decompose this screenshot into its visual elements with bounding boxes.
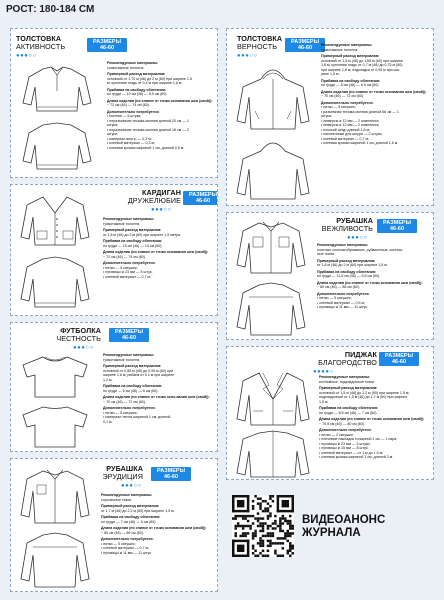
section-line: ширине 1,8 м; рибана от 0,1 м при ширине — [103, 373, 175, 377]
section-line: по груди — 15 см (46) — 13 см (60). — [103, 243, 163, 248]
hooded-jacket-back-sketch — [233, 137, 313, 203]
shirt-front-sketch — [233, 219, 309, 275]
difficulty-dots: ●●●○○ — [151, 207, 172, 213]
section-heading: Дополнительно потребуется: — [101, 537, 154, 541]
section-heading: Прибавка на свободу облегания: — [103, 239, 163, 243]
title-main: ПИДЖАК — [344, 350, 377, 359]
section-line: • люверсы ø 12 мм — 2 комплекта; — [321, 123, 380, 127]
shirt-back-sketch — [233, 281, 309, 337]
section-line: • разъемная тесьма-молния длиной 66 см — 1 — [321, 109, 399, 114]
card-title — [237, 35, 282, 51]
section-heading: Примерный расход материалов: — [103, 228, 162, 232]
section-line: от 1,6 м (46) до 2 м (60) при ширине 1,5 м. — [317, 263, 388, 267]
section-line: по груди — 6 см (46) — 5 см (60). — [103, 388, 159, 393]
section-line: штука; — [107, 123, 119, 127]
shirt-back-sketch — [17, 531, 93, 589]
title-sub: ДРУЖЕЛЮБИЕ — [127, 196, 181, 206]
title-main: ТОЛСТОВКА — [237, 34, 283, 43]
section-line: плотные хлопчатобумажные, рубашечные, костюм- — [317, 247, 404, 252]
section-heading: Длина изделия (по спинке от точки основания шеи (свой)): — [101, 526, 207, 530]
section-line: по груди — 7 см (46) — 5 см (60). — [101, 519, 157, 524]
section-line: • пуговицы ø 23 мм — 5 штук; — [103, 270, 153, 274]
section-line: ~ 70 см (46) — 72 см (60). — [103, 399, 146, 404]
card-title — [16, 35, 65, 51]
difficulty-dots: ●●●○○ — [347, 235, 368, 241]
card-description — [103, 215, 215, 279]
card-title — [41, 327, 101, 343]
card-jacket-nobility — [226, 346, 434, 480]
section-line: • нитки — 5 катушек; — [317, 296, 352, 300]
section-heading: Примерный расход материалов: — [107, 72, 166, 76]
section-heading: Прибавка на свободу облегания: — [101, 515, 161, 519]
section-line: • нитки — 5 катушек; — [101, 541, 136, 546]
section-line: при ширине 1,8 м; подкладка от 0,55 м при ши- — [321, 67, 400, 72]
video-line-1: ВИДЕОАНОНС — [302, 514, 386, 526]
qr-code-icon[interactable] — [232, 495, 294, 557]
section-line: по груди — 8 см (46) — 6,5 см (60). — [321, 83, 380, 87]
section-heading: Длина изделия (по спинке от точки основания шеи (свой)): — [103, 250, 209, 254]
section-line: • нитки — 5 катушек; — [103, 410, 138, 415]
section-line: • пуговицы ø 15 мм — 8 штук; — [319, 446, 369, 450]
section-line: ные ткани. — [317, 252, 335, 256]
section-line: • нитки — 5 катушек; — [321, 105, 356, 109]
section-line: подкладочный от 1,5 м (46) до 1,7 м (60) при ширине — [319, 395, 408, 399]
section-heading: Прибавка на свободу облегания: — [317, 269, 377, 274]
section-line: 1,8 м; купонная гладь от 0,7 м (46) до 0,75 м (60) — [321, 63, 403, 67]
section-line: по груди — 8,5 см (46) — 7 см (60). — [319, 410, 378, 415]
section-heading: Прибавка на свободу облегания: — [107, 87, 167, 92]
title-sub: ЧЕСТНОСТЬ — [56, 334, 101, 344]
section-line: по груди — 11,5 см (46) — 9,5 см (60). — [317, 274, 381, 278]
section-heading: Прибавка на свободу облегания: — [321, 78, 381, 83]
section-line: основной от 1,5 м (46) до 2,2 м (60) при ширине 1,5 м; — [319, 390, 410, 395]
section-heading: Рекомендуемые материалы: — [103, 353, 155, 357]
section-line: трикотажные полотна. — [107, 65, 145, 70]
section-line: • пуговицы ø 11 мм — 11 штук. — [101, 550, 152, 555]
section-line: • плоский шнур длиной 1,6 м; — [321, 127, 370, 132]
section-line: • клеевой материал — 0,3 м; — [107, 141, 155, 145]
section-line: ~ 80 см (46) — 88 см (60). — [317, 285, 360, 289]
hoodie-back-sketch — [19, 121, 95, 173]
shirt-front-sketch — [17, 467, 93, 525]
section-heading: Рекомендуемые материалы: — [107, 61, 159, 65]
card-description — [321, 41, 431, 146]
section-heading: Рекомендуемые материалы: — [319, 375, 371, 379]
hoodie-front-sketch — [19, 65, 95, 115]
section-heading: Прибавка на свободу облегания: — [103, 384, 163, 388]
card-description — [319, 373, 431, 460]
section-line: ~ 80 см (46) — 86 см (60). — [101, 530, 144, 535]
section-line: • неразъемная тесьма-молния длиной 16 см — 2 — [107, 127, 189, 132]
card-description — [103, 351, 215, 424]
card-description — [101, 491, 215, 555]
section-line: ~ 72 см (46) — 74 см (60). — [107, 103, 150, 107]
section-line: • клеевой материал — 0,7 м. — [103, 274, 151, 279]
sizes-badge: РАЗМЕРЫ 46-60 — [109, 328, 149, 342]
section-heading: Длина изделия (по спинке от точки основания шеи (свой)): — [319, 417, 425, 421]
section-heading: Длина изделия (по спинке от точки основания шеи (свой)): — [317, 280, 423, 285]
card-hoodie-activity — [10, 28, 218, 178]
section-line: 1,5 м. — [319, 399, 329, 404]
card-tshirt-honesty — [10, 322, 218, 452]
title-main: ТОЛСТОВКА — [16, 34, 62, 43]
section-line: • плечевые накладки толщиной 1 см — 1 пара; — [319, 437, 398, 441]
difficulty-dots: ●●●○○ — [73, 345, 94, 351]
section-line: ~ 70 см (46) — 72 см (60). — [321, 94, 364, 98]
section-line: • нитки — 5 катушек; — [103, 265, 138, 270]
section-line: • материал внутр. — 0,3 м; — [107, 136, 152, 141]
title-sub: ВЕЖЛИВОСТЬ — [321, 224, 373, 234]
cardigan-back-sketch — [17, 255, 93, 311]
page-header: РОСТ: 180-184 СМ — [6, 4, 95, 15]
card-title — [97, 189, 181, 205]
section-heading: Примерный расход материалов: — [321, 54, 380, 58]
section-line: • клеевая кромка шириной 1 см, длиной 1,6 м. — [321, 141, 399, 145]
section-heading: Рекомендуемые материалы: — [321, 43, 373, 47]
section-line: трикотажные полотна. — [103, 357, 141, 362]
title-sub: ЭРУДИЦИЯ — [102, 472, 143, 482]
section-line: • клеевой материал — 0,5 м; — [317, 300, 365, 305]
section-heading: Дополнительно потребуется: — [107, 109, 160, 114]
section-line: сорочечные ткани. — [101, 497, 133, 502]
section-line: • клеевая кромка шириной 1 см, длиной 3 м. — [319, 455, 394, 459]
section-heading: Рекомендуемые материалы: — [101, 493, 153, 497]
section-line: • пуговицы ø 11 мм — 11 штук. — [317, 305, 368, 309]
video-announcement — [302, 514, 385, 540]
section-line: штуки; — [107, 132, 118, 136]
sizes-badge: РАЗМЕРЫ 46-60 — [151, 467, 191, 481]
section-heading: Рекомендуемые материалы: — [103, 217, 155, 221]
section-line: от 1,8 м (46) до 2 м (60) при ширине 1,5 метра. — [103, 232, 182, 237]
section-line: • клеевой материал — от 1 м до 1,5 м; — [319, 450, 384, 455]
sizes-badge: РАЗМЕРЫ 46-60 — [377, 219, 417, 233]
section-line: • люверсы ø 12 мм — 2 комплекта; — [321, 118, 380, 123]
section-line: • наконечники для шнура — 2 штуки; — [321, 132, 383, 136]
section-line: основной от 1,5 м (46) до 1,65 м (60) при ширине — [321, 58, 403, 63]
section-line: основной от 1,70 м (46) до 2 м (60) при ширине 1,5 — [107, 76, 192, 81]
card-shirt-politeness — [226, 212, 434, 340]
title-main: РУБАШКА — [106, 464, 143, 473]
tshirt-front-sketch — [17, 353, 93, 399]
section-heading: Примерный расход материалов: — [103, 364, 162, 368]
difficulty-dots: ●●●○○ — [237, 53, 258, 59]
sizes-badge: РАЗМЕРЫ 46-60 — [285, 38, 325, 52]
section-line: • материал лента шириной 1 см, длиной — [103, 415, 171, 419]
title-main: ФУТБОЛКА — [60, 326, 101, 335]
section-line: по груди — 10 см (46) — 8,5 см (60). — [107, 92, 168, 96]
section-line: • клеевой материал — 0,7 м; — [321, 136, 369, 141]
section-line: рине 1,5 м. — [321, 72, 340, 76]
sizes-badge: РАЗМЕРЫ 46-60 — [379, 352, 419, 366]
section-line: штука; — [321, 114, 333, 118]
hooded-jacket-front-sketch — [233, 63, 313, 133]
section-line: • клеевой материал — 0,7 м; — [101, 546, 149, 550]
difficulty-dots: ●●●○○ — [121, 483, 142, 489]
section-line: трикотажные полотна. — [321, 47, 359, 52]
card-cardigan-friendliness — [10, 184, 218, 316]
video-line-2: ЖУРНАЛА — [302, 527, 361, 539]
section-line: • нитки — 2 катушки; — [319, 432, 354, 437]
section-line: костюмные, подкладочные ткани. — [319, 379, 376, 384]
section-heading: Дополнительно потребуется: — [321, 100, 374, 105]
title-main: КАРДИГАН — [141, 188, 181, 197]
section-heading: Дополнительно потребуется: — [103, 406, 156, 410]
section-heading: Прибавка на свободу облегания: — [319, 406, 379, 410]
section-line: трикотажные полотна. — [103, 221, 141, 226]
section-line: • молнии — 5 штуки; — [107, 114, 142, 118]
section-heading: Длина изделия (по спинке от точки основания шеи (свой)): — [107, 98, 213, 103]
card-hoodie-loyalty — [226, 28, 434, 206]
title-main: РУБАШКА — [336, 216, 373, 225]
section-line: от 1,7 м (46) до 2,2 м (60) при ширине 1,5 м. — [101, 508, 175, 513]
section-heading: Дополнительно потребуется: — [103, 261, 156, 265]
section-line: 1,2 м. — [103, 377, 113, 382]
card-description — [317, 241, 431, 310]
difficulty-dots: ●●●●○ — [313, 369, 334, 375]
card-title — [313, 217, 373, 233]
section-heading: Дополнительно потребуется: — [319, 428, 372, 432]
difficulty-dots: ●●●○○ — [16, 53, 37, 59]
section-heading: Длина изделия (по спинке от точки осно-вания шеи (свой)): — [103, 395, 210, 399]
section-heading: Примерный расход материалов: — [319, 386, 378, 390]
section-heading: Длина изделия (по спинке от точки основания шеи (свой)): — [321, 89, 427, 94]
sizes-badge: РАЗМЕРЫ 46-60 — [87, 38, 127, 52]
card-title — [307, 351, 377, 367]
cardigan-front-sketch — [17, 193, 93, 249]
card-shirt-erudition — [10, 458, 218, 592]
title-sub: АКТИВНОСТЬ — [16, 42, 66, 52]
section-heading: Дополнительно потребуется: — [317, 291, 370, 296]
section-heading: Примерный расход материалов: — [317, 258, 376, 263]
section-line: • неразъемная тесьма-молния длиной 20 см — 1 — [107, 118, 189, 123]
card-description — [107, 59, 215, 150]
jacket-front-sketch — [233, 369, 313, 427]
section-line: 0,1 м. — [103, 419, 113, 424]
title-sub: БЛАГОРОДСТВО — [318, 358, 377, 368]
section-line: • пуговицы ø 23 мм — 3 штуки; — [319, 441, 371, 446]
section-heading: Примерный расход материалов: — [101, 504, 160, 508]
section-heading: Рекомендуемые материалы: — [317, 243, 369, 247]
section-line: ~ 72 см (46) — 74 см (60). — [103, 254, 146, 259]
section-line: • клеевая кромка шириной 1 см, длиной 0,8 м. — [107, 145, 185, 150]
title-sub: ВЕРНОСТЬ — [237, 42, 278, 52]
section-line: м; купонная гладь от 0,4 м при ширине 1,8 м. — [107, 81, 183, 85]
jacket-back-sketch — [233, 429, 313, 479]
sizes-badge: РАЗМЕРЫ 46-60 — [183, 191, 218, 205]
section-line: ~ 75,5 см (46) — 80 см (60). — [319, 421, 365, 426]
card-title — [97, 465, 143, 481]
tshirt-back-sketch — [17, 403, 93, 449]
section-line: основной от 0,85 м (46) до 0,95 м (60) при — [103, 368, 173, 373]
